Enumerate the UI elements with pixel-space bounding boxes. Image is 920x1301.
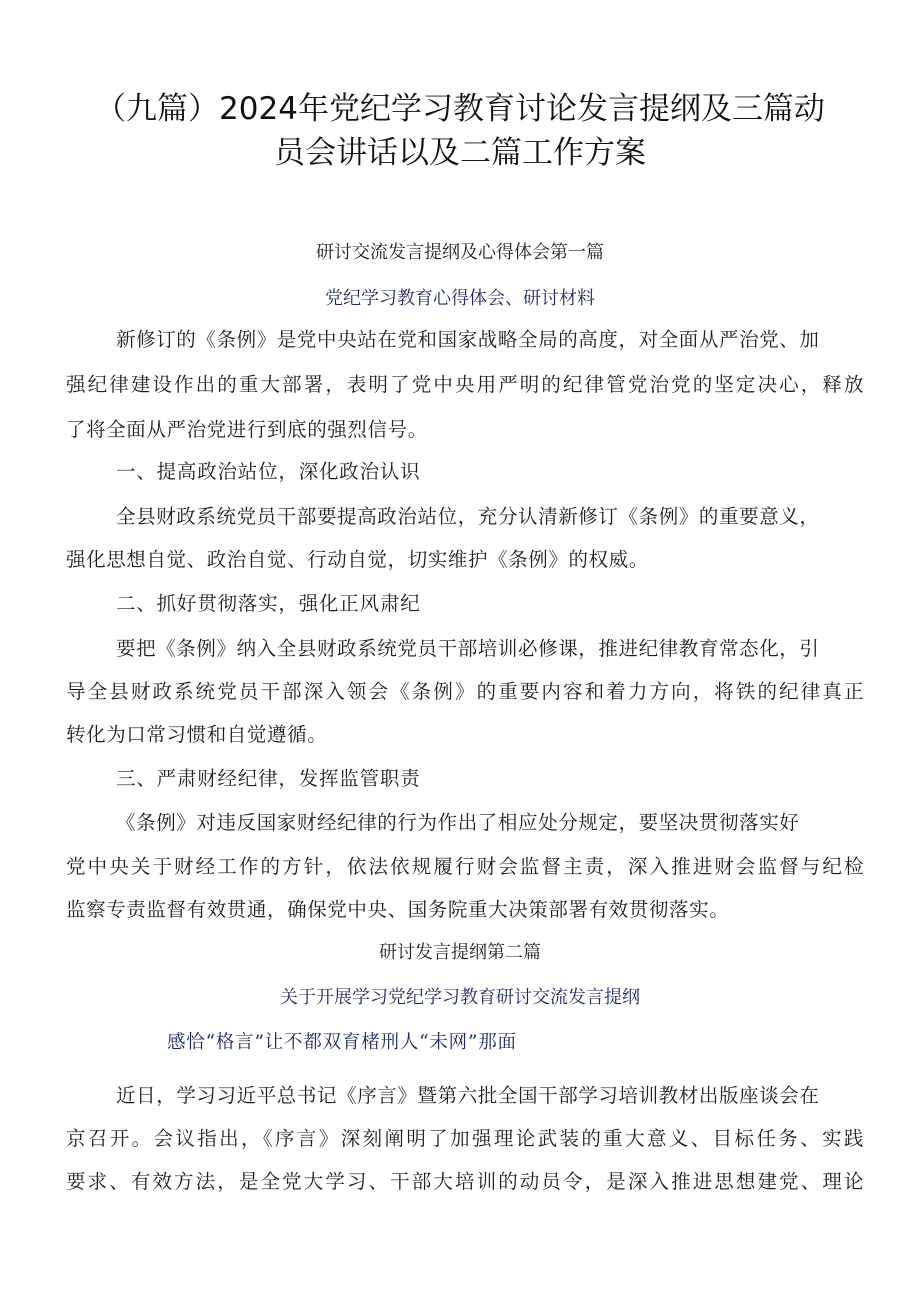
section-1-heading: 党纪学习教育心得体会、研讨材料 <box>325 288 595 309</box>
paragraph-line: 强纪律建设作出的重大部署，表明了党中央用严明的纪律管党治党的坚定决心，释放 <box>66 373 866 396</box>
paragraph-line: 导全县财政系统党员干部深入领会《条例》的重要内容和着力方向，将铁的纪律真正 <box>66 680 866 703</box>
paragraph-line: 近日，学习习近平总书记《序言》暨第六批全国干部学习培训教材出版座谈会在 <box>116 1084 820 1107</box>
document-title-line-2: 员会讲话以及二篇工作方案 <box>274 135 646 171</box>
paragraph-line: 《条例》对违反国家财经纪律的行为作出了相应处分规定，要坚决贯彻落实好 <box>116 811 800 834</box>
paragraph-line: 党中央关于财经工作的方针，依法依规履行财会监督主责，深入推进财会监督与纪检 <box>66 855 866 878</box>
section-2-subline: 感恰“格言”让不都双育楮刑人“未网”那面 <box>167 1032 517 1053</box>
paragraph-line: 了将全面从严治党进行到底的强烈信号。 <box>66 418 428 441</box>
paragraph-line: 转化为口常习惯和自觉遵循。 <box>66 723 328 746</box>
paragraph-line: 强化思想自觉、政治自觉、行动自觉，切实维护《条例》的权威。 <box>66 548 649 571</box>
paragraph-line: 要求、有效方法，是全党大学习、干部大培训的动员令，是深入推进思想建党、理论 <box>66 1170 866 1193</box>
item-1-heading: 一、提高政治站位，深化政治认识 <box>116 460 421 483</box>
paragraph-line: 京召开。会议指出，《序言》深刻阐明了加强理论武装的重大意义、目标任务、实践 <box>66 1127 866 1150</box>
item-2-heading: 二、抓好贯彻落实，强化正风肃纪 <box>116 592 421 615</box>
section-2-heading: 关于开展学习党纪学习教育研讨交流发言提纲 <box>280 987 640 1008</box>
paragraph-line: 新修订的《条例》是党中央站在党和国家战略全局的高度，对全面从严治党、加 <box>116 328 820 351</box>
paragraph-line: 全县财政系统党员干部要提高政治站位，充分认清新修订《条例》的重要意义， <box>116 505 820 528</box>
section-2-label: 研讨发言提纲第二篇 <box>379 942 541 963</box>
paragraph-line: 监察专责监督有效贯通，确保党中央、国务院重大决策部署有效贯彻落实。 <box>66 898 730 921</box>
item-3-heading: 三、严肃财经纪律，发挥监管职责 <box>116 767 421 790</box>
section-1-label: 研讨交流发言提纲及心得体会第一篇 <box>316 242 604 263</box>
paragraph-line: 要把《条例》纳入全县财政系统党员干部培训必修课，推进纪律教育常态化，引 <box>116 637 820 660</box>
document-title-line-1: （九篇）2024年党纪学习教育讨论发言提纲及三篇动 <box>95 91 825 127</box>
